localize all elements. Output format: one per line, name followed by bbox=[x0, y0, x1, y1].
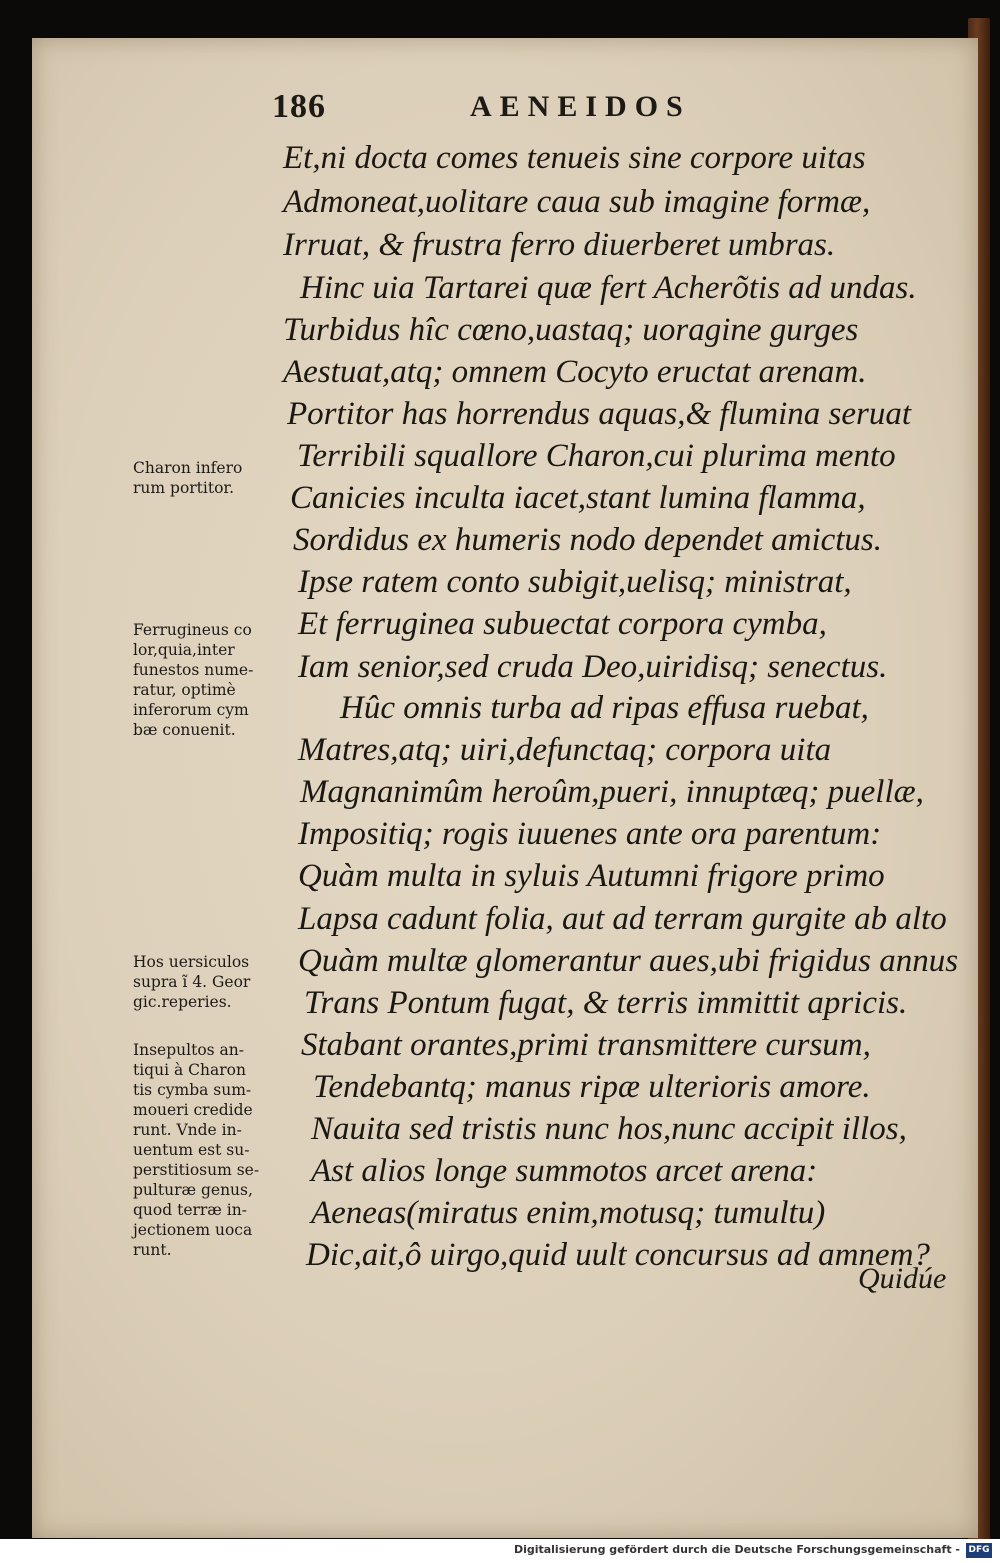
page-number: 186 bbox=[272, 88, 326, 125]
verse-line: Quàm multæ glomerantur aues,ubi frigidus annus bbox=[298, 943, 959, 979]
margin-note-ferrugineus bbox=[133, 620, 293, 740]
margin-note-line: inferorum cym bbox=[133, 701, 249, 719]
verse-line: Ipse ratem conto subigit,uelisq; ministrat, bbox=[298, 564, 852, 600]
margin-note-line: uentum est su- bbox=[133, 1141, 250, 1159]
verse-line: Irruat, & frustra ferro diuerberet umbras. bbox=[283, 227, 836, 263]
margin-note-georgica bbox=[133, 952, 293, 1012]
margin-note-line: pulturæ genus, bbox=[133, 1181, 253, 1199]
page-header bbox=[0, 88, 1000, 128]
verse-line: Sordidus ex humeris nodo dependet amictus. bbox=[293, 522, 883, 558]
verse-line: Magnanimûm heroûm,pueri, innuptæq; puellæ, bbox=[300, 774, 924, 810]
margin-note-line: lor,quia,inter bbox=[133, 641, 235, 659]
margin-note-line: rum portitor. bbox=[133, 479, 235, 497]
margin-note-line: Hos uersiculos bbox=[133, 953, 250, 971]
verse-line: Aeneas(miratus enim,motusq; tumultu) bbox=[311, 1195, 826, 1231]
verse-line: Ast alios longe summotos arcet arena: bbox=[311, 1153, 818, 1189]
verse-line: Terribili squallore Charon,cui plurima mento bbox=[297, 438, 896, 474]
margin-note-line: tis cymba sum- bbox=[133, 1081, 252, 1099]
margin-note-line: jectionem uoca bbox=[133, 1221, 253, 1239]
margin-note-line: Ferrugineus co bbox=[133, 621, 252, 639]
margin-note-line: quod terræ in- bbox=[133, 1201, 247, 1219]
verse-line: Dic,ait,ô uirgo,quid uult concursus ad amnem? bbox=[306, 1237, 930, 1273]
margin-note-line: ratur, optimè bbox=[133, 681, 236, 699]
funding-credit: Digitalisierung gefördert durch die Deutsche Forschungsgemeinschaft - bbox=[513, 1543, 960, 1556]
verse-line: Admoneat,uolitare caua sub imagine formæ, bbox=[283, 184, 871, 220]
verse-line: Hinc uia Tartarei quæ fert Acherõtis ad undas. bbox=[300, 270, 917, 306]
catchword: Quidúe bbox=[858, 1262, 947, 1295]
margin-note-line: gic.reperies. bbox=[133, 993, 232, 1011]
verse-line: Nauita sed tristis nunc hos,nunc accipit illos, bbox=[311, 1111, 907, 1147]
verse-line: Et ferruginea subuectat corpora cymba, bbox=[298, 606, 827, 642]
verse-line: Turbidus hîc cœno,uastaq; uoragine gurges bbox=[283, 312, 859, 348]
margin-note-line: perstitiosum se- bbox=[133, 1161, 260, 1179]
margin-note-line: Insepultos an- bbox=[133, 1041, 244, 1059]
margin-note-line: Charon infero bbox=[133, 459, 243, 477]
verse-line: Canicies inculta iacet,stant lumina flamma, bbox=[290, 480, 866, 516]
verse-line: Stabant orantes,primi transmittere cursum, bbox=[301, 1027, 871, 1063]
margin-note-line: moueri credide bbox=[133, 1101, 253, 1119]
verse-line: Portitor has horrendus aquas,& flumina seruat bbox=[287, 396, 911, 432]
margin-note-line: bæ conuenit. bbox=[133, 721, 236, 739]
verse-line: Lapsa cadunt folia, aut ad terram gurgite ab alto bbox=[298, 901, 947, 937]
margin-note-charon bbox=[133, 458, 293, 498]
verse-line: Quàm multa in syluis Autumni frigore primo bbox=[298, 858, 885, 894]
verse-line: Trans Pontum fugat, & terris immittit apricis. bbox=[304, 985, 908, 1021]
margin-note-line: runt. bbox=[133, 1241, 172, 1259]
margin-note-line: tiqui à Charon bbox=[133, 1061, 246, 1079]
verse-line: Iam senior,sed cruda Deo,uiridisq; senectus. bbox=[298, 649, 888, 685]
margin-note-insepultos bbox=[133, 1040, 293, 1260]
verse-line: Et,ni docta comes tenueis sine corpore uitas bbox=[283, 140, 866, 176]
verse-line: Tendebantq; manus ripæ ulterioris amore. bbox=[313, 1069, 871, 1105]
dfg-logo-icon: DFG bbox=[966, 1543, 992, 1558]
verse-line: Hûc omnis turba ad ripas effusa ruebat, bbox=[340, 690, 869, 726]
running-title: AENEIDOS bbox=[470, 90, 691, 123]
margin-note-line: supra ĩ 4. Geor bbox=[133, 973, 251, 991]
margin-note-line: runt. Vnde in- bbox=[133, 1121, 242, 1139]
footer-bar bbox=[0, 1539, 1000, 1563]
verse-line: Aestuat,atq; omnem Cocyto eructat arenam. bbox=[283, 354, 867, 390]
margin-note-line: funestos nume- bbox=[133, 661, 254, 679]
verse-line: Impositiq; rogis iuuenes ante ora parentum: bbox=[298, 816, 882, 852]
verse-line: Matres,atq; uiri,defunctaq; corpora uita bbox=[298, 732, 832, 768]
